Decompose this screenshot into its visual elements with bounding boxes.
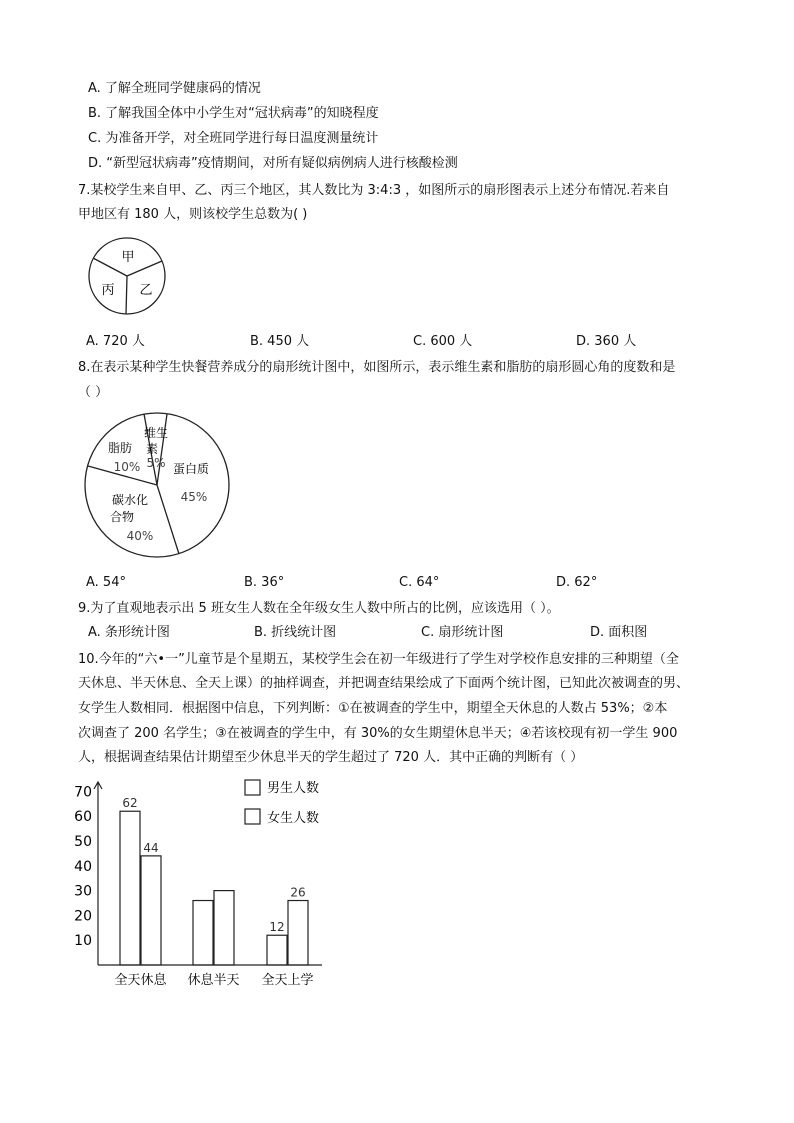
q7-option-a: A. 720 人 — [86, 334, 145, 349]
q9-option-c: C. 扇形统计图 — [421, 625, 504, 640]
q7-pie-divider — [126, 276, 127, 314]
bar-male — [193, 901, 213, 965]
q7-text-line2: 甲地区有 180 人，则该校学生总数为( ) — [78, 207, 308, 222]
q8-text-line2: （ ） — [78, 385, 109, 400]
q8-pie-chart — [82, 411, 232, 561]
q8-label-danbaizhi-pct: 45% — [180, 490, 208, 504]
q6-option-d: D. “新型冠状病毒”疫情期间，对所有疑似病例病人进行核酸检测 — [88, 156, 458, 171]
q8-label-zhifang-pct: 10% — [113, 460, 141, 474]
q9-text: 9.为了直观地表示出 5 班女生人数在全年级女生人数中所占的比例，应该选用（ ）。 — [78, 601, 560, 616]
bar-female — [214, 891, 234, 965]
q7-option-b: B. 450 人 — [250, 334, 310, 349]
bar-female — [141, 856, 161, 965]
q10-text-line4: 次调查了 200 名学生；③在被调查的学生中，有 30%的女生期望休息半天；④若该校现有初一学生 900 — [78, 726, 678, 741]
q8-label-zhifang: 脂肪 — [107, 441, 133, 455]
q8-pie-divider — [157, 414, 167, 485]
q8-label-weisheng-2: 素 — [145, 442, 159, 456]
legend-male-swatch — [245, 780, 260, 795]
y-tick-label: 20 — [74, 908, 92, 925]
q9-option-b: B. 折线统计图 — [254, 625, 337, 640]
q8-pie-divider — [157, 485, 179, 554]
q7-pie-label-jia: 甲 — [121, 250, 135, 265]
legend-female-swatch — [245, 809, 260, 824]
y-tick-label: 60 — [74, 809, 92, 826]
bar-value-label: 12 — [269, 920, 285, 935]
q10-text-line3: 女学生人数相同．根据图中信息，下列判断：①在被调查的学生中，期望全天休息的人数占 53%；②本 — [78, 701, 668, 716]
q7-text-line1: 7.某校学生来自甲、乙、丙三个地区，其人数比为 3:4:3 ，如图所示的扇形图表示上述分布情况.若来自 — [78, 183, 670, 198]
legend-male-label: 男生人数 — [267, 781, 320, 796]
bar-male — [267, 935, 287, 965]
q10-text-line5: 人，根据调查结果估计期望至少休息半天的学生超过了 720 人．其中正确的判断有（ ） — [78, 750, 584, 765]
q9-option-a: A. 条形统计图 — [88, 625, 170, 640]
q9-option-d: D. 面积图 — [590, 625, 648, 640]
q6-option-c: C. 为准备开学，对全班同学进行每日温度测量统计 — [88, 131, 379, 146]
q10-legend — [240, 775, 360, 830]
x-category-label: 全天休息 — [114, 973, 167, 988]
q8-label-weisheng-1: 维生 — [143, 426, 169, 440]
x-category-label: 休息半天 — [187, 973, 240, 988]
x-category-label: 全天上学 — [261, 973, 314, 988]
y-tick-label: 30 — [74, 883, 92, 900]
q7-option-d: D. 360 人 — [576, 334, 637, 349]
q8-option-b: B. 36° — [244, 575, 285, 590]
bar-value-label: 44 — [143, 840, 159, 855]
y-tick-label: 70 — [74, 784, 92, 801]
y-tick-label: 50 — [74, 834, 92, 850]
q8-label-weisheng-pct: 5% — [146, 456, 166, 470]
bar-value-label: 26 — [290, 885, 306, 900]
q7-pie-label-yi: 乙 — [139, 283, 153, 298]
q7-pie-label-bing: 丙 — [101, 283, 115, 298]
q6-option-a: A. 了解全班同学健康码的情况 — [88, 81, 261, 96]
bar-female — [288, 901, 308, 965]
q8-label-tanshui-pct: 40% — [126, 529, 154, 543]
q7-option-c: C. 600 人 — [413, 334, 473, 349]
bar-male — [120, 811, 140, 965]
q6-option-b: B. 了解我国全体中小学生对“冠状病毒”的知晓程度 — [88, 106, 379, 121]
q10-text-line2: 天休息、半天休息、全天上课）的抽样调查，并把调查结果绘成了下面两个统计图，已知此次被调查的男、 — [78, 676, 690, 691]
q8-label-tanshui-2: 合物 — [109, 510, 135, 524]
y-tick-label: 10 — [74, 933, 92, 950]
q8-label-danbaizhi: 蛋白质 — [172, 462, 210, 476]
legend-female-label: 女生人数 — [267, 811, 320, 826]
q10-text-line1: 10.今年的“六•一”儿童节是个星期五，某校学生会在初一年级进行了学生对学校作息安排的三种期望（全 — [78, 652, 679, 667]
q7-pie-chart — [84, 237, 170, 315]
q8-text-line1: 8.在表示某种学生快餐营养成分的扇形统计图中，如图所示，表示维生素和脂肪的扇形圆心角的度数和是 — [78, 360, 676, 375]
q8-label-tanshui-1: 碳水化 — [111, 493, 149, 507]
y-tick-label: 40 — [74, 858, 92, 875]
q8-option-a: A. 54° — [86, 575, 126, 590]
q8-option-d: D. 62° — [556, 575, 598, 590]
bar-value-label: 62 — [122, 796, 138, 811]
q8-option-c: C. 64° — [399, 575, 440, 590]
